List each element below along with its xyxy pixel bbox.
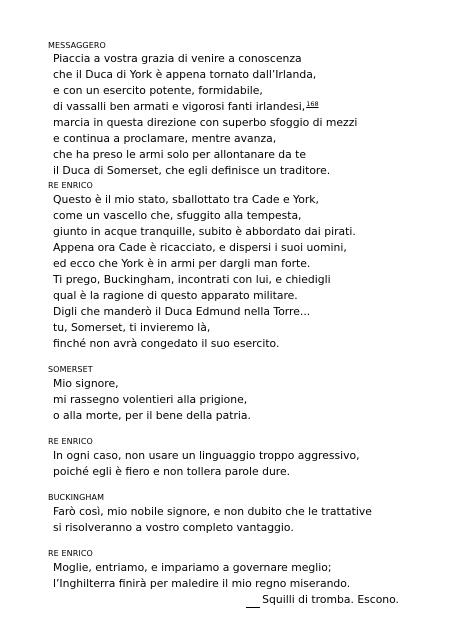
verse-line: come un vascello che, sfuggito alla tempesta, [53, 209, 302, 222]
speaker-name: MESSAGGERO [48, 41, 106, 50]
speaker-name: RE ENRICO [48, 549, 93, 558]
speaker-name: SOMERSET [48, 365, 93, 374]
verse-line: e con un esercito potente, formidabile, [53, 84, 263, 97]
verse-line: Farò così, mio nobile signore, e non dubito che le trattative [53, 505, 372, 518]
speaker-name: BUCKINGHAM [48, 493, 105, 502]
verse-line: l’Inghilterra finirà per maledire il mio regno miserando. [53, 577, 351, 590]
verse-line: Mio signore, [53, 377, 119, 390]
verse-line: il Duca di Somerset, che egli definisce un traditore. [53, 164, 331, 177]
verse-line-with-footnote [53, 100, 319, 113]
speaker-name: RE ENRICO [48, 181, 93, 190]
verse-line: finché non avrà congedato il suo esercito. [53, 337, 280, 350]
verse-line: Appena ora Cade è ricacciato, e dispersi i suoi uomini, [53, 241, 347, 254]
verse-line: o alla morte, per il bene della patria. [53, 409, 251, 422]
verse-line: tu, Somerset, ti invieremo là, [53, 321, 211, 334]
verse-line: che ha preso le armi solo per allontanare da te [53, 148, 307, 161]
verse-line: Digli che manderò il Duca Edmund nella Torre... [53, 305, 311, 318]
verse-line: di vassalli ben armati e vigorosi fanti irlandesi, [53, 100, 306, 113]
speaker-name: RE ENRICO [48, 437, 93, 446]
verse-line: ed ecco che York è in armi per dargli man forte. [53, 257, 311, 270]
verse-line: Moglie, entriamo, e impariamo a governare meglio; [53, 561, 332, 574]
footnote-reference-link[interactable]: 168 [306, 100, 319, 108]
verse-line: mi rassegno volentieri alla prigione, [53, 393, 248, 406]
verse-line: marcia in questa direzione con superbo sfoggio di mezzi [53, 116, 358, 129]
stage-direction: Squilli di tromba. Escono. [262, 593, 399, 606]
page-footer-rule [246, 607, 260, 608]
verse-line: Piaccia a vostra grazia di venire a conoscenza [53, 52, 302, 65]
verse-line: poiché egli è fiero e non tollera parole dure. [53, 465, 291, 478]
verse-line: qual è la ragione di questo apparato militare. [53, 289, 298, 302]
verse-line: giunto in acque tranquille, subito è abbordato dai pirati. [53, 225, 356, 238]
verse-line: e continua a proclamare, mentre avanza, [53, 132, 277, 145]
verse-line: che il Duca di York è appena tornato dall’Irlanda, [53, 68, 317, 81]
verse-line: Ti prego, Buckingham, incontrati con lui, e chiedigli [53, 273, 331, 286]
verse-line: In ogni caso, non usare un linguaggio troppo aggressivo, [53, 449, 360, 462]
verse-line: Questo è il mio stato, sballottato tra Cade e York, [53, 193, 319, 206]
verse-line: si risolveranno a vostro completo vantaggio. [53, 521, 294, 534]
